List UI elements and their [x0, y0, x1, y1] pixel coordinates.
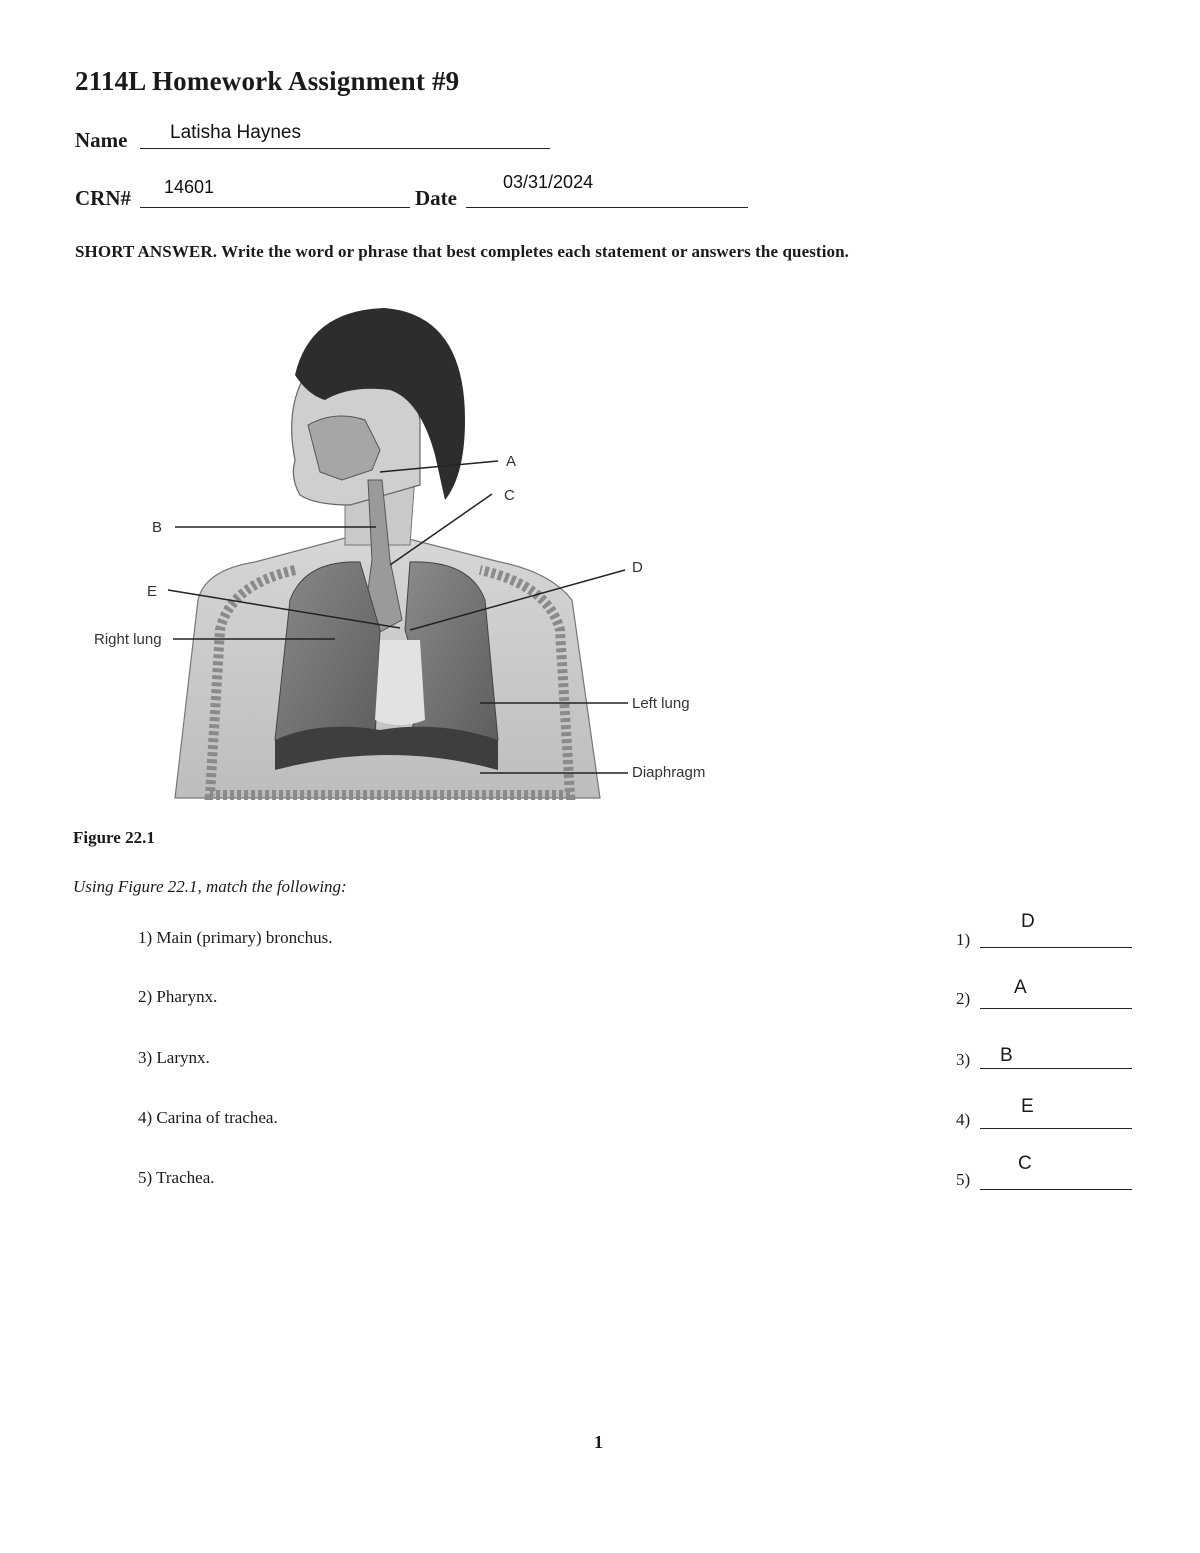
answer-4-underline: [980, 1128, 1132, 1129]
crn-field[interactable]: 14601: [164, 177, 215, 197]
name-label: Name: [75, 128, 128, 152]
question-5: 5) Trachea.: [138, 1168, 215, 1187]
label-diaphragm: Diaphragm: [632, 764, 706, 781]
question-2-number: 2): [956, 989, 971, 1008]
label-d: D: [632, 559, 643, 576]
question-3-number: 3): [956, 1050, 971, 1069]
instructions: SHORT ANSWER. Write the word or phrase that best completes each statement or answers the question.: [75, 242, 850, 261]
label-right-lung: Right lung: [94, 631, 162, 648]
question-4: 4) Carina of trachea.: [138, 1108, 278, 1127]
date-underline: [466, 207, 748, 208]
label-b: B: [152, 519, 163, 536]
answer-1-underline: [980, 947, 1132, 948]
answer-4-field[interactable]: E: [1021, 1096, 1034, 1117]
answer-5-underline: [980, 1189, 1132, 1190]
figure-caption: Figure 22.1: [73, 828, 155, 847]
label-c: C: [504, 487, 515, 504]
question-3: 3) Larynx.: [138, 1048, 210, 1067]
label-a: A: [506, 453, 517, 470]
question-4-number: 4): [956, 1110, 971, 1129]
question-2: 2) Pharynx.: [138, 987, 218, 1006]
answer-3-underline: [980, 1068, 1132, 1069]
answer-1-field[interactable]: D: [1021, 911, 1035, 932]
question-1-number: 1): [956, 930, 971, 949]
answer-2-underline: [980, 1008, 1132, 1009]
name-underline: [140, 148, 550, 149]
answer-5-field[interactable]: C: [1018, 1153, 1032, 1174]
question-1: 1) Main (primary) bronchus.: [138, 928, 333, 947]
answer-3-field[interactable]: B: [1000, 1045, 1013, 1066]
question-5-number: 5): [956, 1170, 971, 1189]
label-e: E: [147, 583, 158, 600]
name-field[interactable]: Latisha Haynes: [170, 122, 301, 143]
date-label: Date: [415, 186, 457, 210]
respiratory-figure: [80, 300, 730, 810]
matching-prompt: Using Figure 22.1, match the following:: [73, 877, 347, 896]
page-number: 1: [594, 1432, 603, 1452]
answer-2-field[interactable]: A: [1014, 977, 1027, 998]
page-title: 2114L Homework Assignment #9: [75, 66, 460, 96]
date-field[interactable]: 03/31/2024: [503, 172, 594, 192]
crn-underline: [140, 207, 410, 208]
label-left-lung: Left lung: [632, 695, 690, 712]
crn-label: CRN#: [75, 186, 131, 210]
